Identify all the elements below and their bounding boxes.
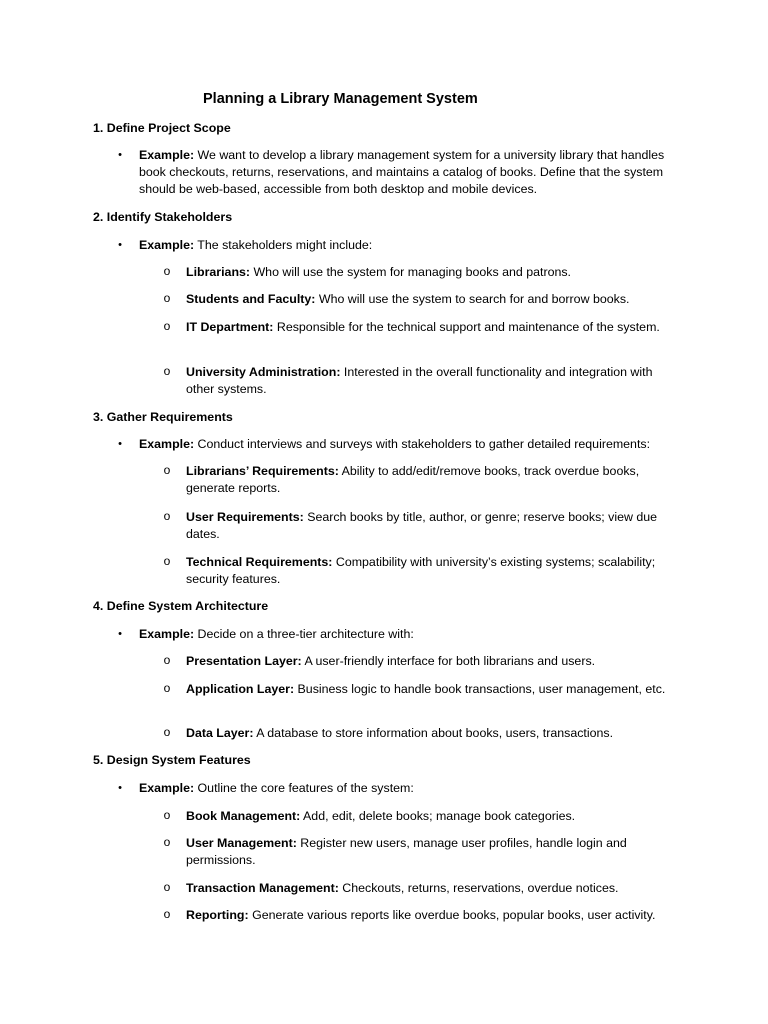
sub-item <box>163 835 676 869</box>
example-text: The stakeholders might include: <box>194 238 373 252</box>
bullet-icon: • <box>118 438 122 450</box>
circle-bullet-icon: o <box>163 808 171 822</box>
example-item <box>118 147 679 198</box>
sub-item <box>163 364 676 398</box>
section-heading: 2. Identify Stakeholders <box>93 210 233 224</box>
sub-item <box>163 291 676 308</box>
sub-item-text: Ability to add/edit/remove books, track overdue books, generate reports. <box>186 464 640 495</box>
example-label: Example: <box>139 437 195 451</box>
sub-item <box>163 463 676 497</box>
sub-item-text: A database to store information about books, users, transactions. <box>253 726 614 740</box>
sub-item <box>163 880 676 897</box>
example-label: Example: <box>139 148 195 162</box>
sub-item-label: User Requirements: <box>186 510 304 524</box>
sub-item-label: Data Layer: <box>186 726 254 740</box>
bullet-icon: • <box>118 628 122 640</box>
circle-bullet-icon: o <box>163 725 171 739</box>
example-label: Example: <box>139 238 195 252</box>
sub-item-text: A user-friendly interface for both librarians and users. <box>301 654 596 668</box>
sub-item <box>163 681 676 698</box>
circle-bullet-icon: o <box>163 681 171 695</box>
example-text: We want to develop a library management system for a university library that handles book checkouts, returns, reservations, and maintains a catalog of books. Define that the system should be web-based, accessible from both desktop and mobile devices. <box>139 148 665 196</box>
sub-item-text: Add, edit, delete books; manage book categories. <box>300 809 576 823</box>
example-item <box>118 780 679 797</box>
bullet-icon: • <box>118 782 122 794</box>
sub-item-text: Who will use the system to search for and borrow books. <box>315 292 630 306</box>
sub-item <box>163 808 676 825</box>
circle-bullet-icon: o <box>163 364 171 378</box>
sub-item-text: Compatibility with university’s existing systems; scalability; security features. <box>186 555 656 586</box>
circle-bullet-icon: o <box>163 291 171 305</box>
sub-item-text: Interested in the overall functionality and integration with other systems. <box>186 365 653 396</box>
sub-item-label: Technical Requirements: <box>186 555 333 569</box>
sub-item <box>163 554 676 588</box>
sub-item-label: Application Layer: <box>186 682 295 696</box>
example-item <box>118 436 679 453</box>
sub-item-label: Librarians’ Requirements: <box>186 464 339 478</box>
sub-item <box>163 907 676 924</box>
sub-item <box>163 264 676 281</box>
sub-item-text: Generate various reports like overdue books, popular books, user activity. <box>248 908 656 922</box>
circle-bullet-icon: o <box>163 554 171 568</box>
section-heading: 4. Define System Architecture <box>93 599 269 613</box>
sub-item-label: IT Department: <box>186 320 274 334</box>
section-heading: 5. Design System Features <box>93 753 251 767</box>
sub-item-label: Book Management: <box>186 809 301 823</box>
circle-bullet-icon: o <box>163 653 171 667</box>
circle-bullet-icon: o <box>163 835 171 849</box>
sub-item-text: Responsible for the technical support and maintenance of the system. <box>273 320 660 334</box>
page-title: Planning a Library Management System <box>203 91 478 107</box>
bullet-icon: • <box>118 239 122 251</box>
sub-item-label: User Management: <box>186 836 297 850</box>
example-text: Outline the core features of the system: <box>194 781 414 795</box>
sub-item <box>163 319 676 336</box>
sub-item <box>163 725 676 742</box>
circle-bullet-icon: o <box>163 264 171 278</box>
example-item <box>118 626 679 643</box>
example-text: Conduct interviews and surveys with stakeholders to gather detailed requirements: <box>194 437 651 451</box>
sub-item-label: Presentation Layer: <box>186 654 302 668</box>
sub-item <box>163 509 676 543</box>
circle-bullet-icon: o <box>163 907 171 921</box>
circle-bullet-icon: o <box>163 319 171 333</box>
sub-item-text: Register new users, manage user profiles, handle login and permissions. <box>186 836 627 867</box>
circle-bullet-icon: o <box>163 509 171 523</box>
section-heading: 3. Gather Requirements <box>93 410 233 424</box>
sub-item-label: University Administration: <box>186 365 341 379</box>
section-heading: 1. Define Project Scope <box>93 121 231 135</box>
sub-item-label: Reporting: <box>186 908 249 922</box>
sub-item-label: Students and Faculty: <box>186 292 316 306</box>
sub-item <box>163 653 676 670</box>
circle-bullet-icon: o <box>163 463 171 477</box>
circle-bullet-icon: o <box>163 880 171 894</box>
example-label: Example: <box>139 627 195 641</box>
sub-item-label: Transaction Management: <box>186 881 339 895</box>
sub-item-text: Search books by title, author, or genre; reserve books; view due dates. <box>186 510 658 541</box>
bullet-icon: • <box>118 149 122 161</box>
sub-item-text: Business logic to handle book transactions, user management, etc. <box>294 682 666 696</box>
example-item <box>118 237 679 254</box>
sub-item-text: Checkouts, returns, reservations, overdue notices. <box>338 881 619 895</box>
sub-item-text: Who will use the system for managing books and patrons. <box>250 265 571 279</box>
sub-item-label: Librarians: <box>186 265 251 279</box>
example-text: Decide on a three-tier architecture with: <box>194 627 414 641</box>
example-label: Example: <box>139 781 195 795</box>
